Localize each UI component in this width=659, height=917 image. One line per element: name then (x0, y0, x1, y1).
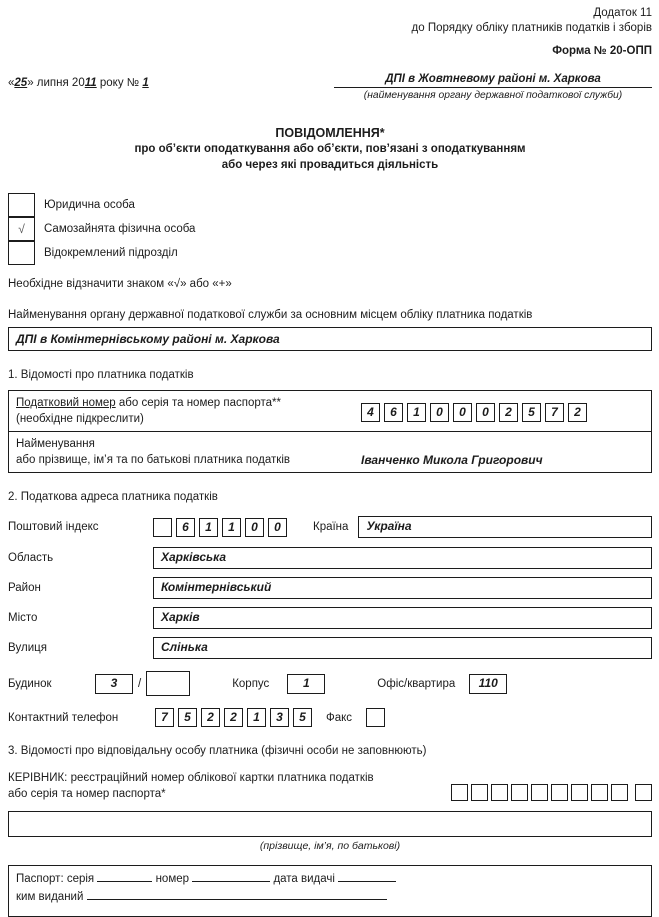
passport-box (8, 865, 652, 917)
passport-issue-date-field[interactable] (338, 870, 396, 882)
head-digit-cell[interactable] (491, 784, 508, 801)
building-number2-field[interactable] (146, 671, 190, 696)
building-slash: / (138, 677, 142, 690)
city-field[interactable]: Харків (153, 607, 652, 629)
section2-heading: 2. Податкова адреса платника податків (8, 491, 218, 503)
street-field[interactable]: Слінька (153, 637, 652, 659)
city-label: Місто (8, 612, 38, 624)
tax-digit-cell[interactable]: 2 (499, 403, 518, 422)
doc-number-value[interactable]: 1 (142, 77, 149, 89)
building-number-field[interactable]: 3 (95, 674, 133, 694)
form-title-line-1: ПОВІДОМЛЕННЯ* (275, 126, 385, 140)
head-reg-number-label-line2: або серія та номер паспорта* (8, 788, 166, 800)
tax-number-label-underlined: Податковий номер (16, 397, 116, 409)
tax-digit-cell[interactable]: 7 (545, 403, 564, 422)
document-date-line (8, 73, 149, 101)
korpus-field[interactable]: 1 (287, 674, 325, 694)
postal-digit-cell[interactable]: 1 (199, 518, 218, 537)
fax-label: Факс (326, 711, 353, 724)
taxpayer-name-label-line2: або прізвище, ім’я та по батькові платника податків (16, 454, 290, 466)
checkbox-self-employed-label: Самозайнята фізична особа (44, 223, 196, 235)
tax-number-label (16, 395, 361, 427)
building-label: Будинок (8, 677, 52, 690)
passport-issuer-label: ким виданий (16, 891, 84, 903)
head-reg-number-label-line1: КЕРІВНИК: реєстраційний номер облікової картки платника податків (8, 772, 374, 784)
phone-cells (155, 708, 316, 727)
form-title-line-2: про об’єкти оподаткування або об’єкти, пов’язані з оподаткуванням (134, 143, 526, 155)
taxpayer-info-table (8, 390, 652, 473)
passport-issue-date-label: дата видачі (273, 873, 335, 885)
tax-office-name-field[interactable]: ДПІ в Жовтневому районі м. Харкова (334, 73, 652, 88)
section1-heading: 1. Відомості про платника податків (8, 369, 194, 381)
taxpayer-name-label (16, 436, 361, 468)
postal-digit-cell[interactable]: 1 (222, 518, 241, 537)
tax-digit-cell[interactable]: 2 (568, 403, 587, 422)
country-field[interactable]: Україна (358, 516, 652, 538)
tax-digit-cell[interactable]: 0 (476, 403, 495, 422)
tax-digit-cell[interactable]: 4 (361, 403, 380, 422)
fax-field[interactable] (366, 708, 385, 727)
entity-type-group (8, 193, 652, 265)
phone-digit-cell[interactable]: 5 (293, 708, 312, 727)
tax-digit-cell[interactable]: 6 (384, 403, 403, 422)
tax-number-cells (361, 395, 591, 427)
tax-digit-cell[interactable]: 1 (407, 403, 426, 422)
head-digit-cell[interactable] (635, 784, 652, 801)
date-year-value[interactable]: 11 (84, 77, 97, 89)
date-suffix-text: року № (96, 77, 143, 89)
head-digit-cell[interactable] (551, 784, 568, 801)
tax-digit-cell[interactable]: 5 (522, 403, 541, 422)
head-digit-cell[interactable] (511, 784, 528, 801)
tax-digit-cell[interactable]: 0 (430, 403, 449, 422)
head-fullname-field[interactable] (8, 811, 652, 837)
region-field[interactable]: Харківська (153, 547, 652, 569)
section3-heading: 3. Відомості про відповідальну особу платника (фізичні особи не заповнюють) (8, 745, 427, 757)
taxpayer-name-row (9, 431, 651, 472)
address-row (8, 547, 652, 569)
passport-issuer-field[interactable] (87, 888, 387, 900)
checkbox-separate-branch-label: Відокремлений підрозділ (44, 247, 178, 259)
address-row (8, 637, 652, 659)
address-row (8, 577, 652, 599)
passport-series-field[interactable] (97, 870, 152, 882)
taxpayer-name-field[interactable]: Іванченко Микола Григорович (361, 453, 543, 467)
phone-label: Контактний телефон (8, 711, 119, 724)
head-digit-cell[interactable] (571, 784, 588, 801)
passport-number-field[interactable] (192, 870, 270, 882)
date-quote-open: « (8, 77, 15, 89)
tax-number-label-line2: (необхідне підкреслити) (16, 413, 144, 425)
form-title (8, 125, 652, 173)
head-digit-cell[interactable] (451, 784, 468, 801)
head-reg-number-cells (451, 770, 652, 802)
passport-number-label: номер (155, 873, 190, 885)
form-title-line-3: або через які провадиться діяльність (221, 159, 439, 171)
passport-series-label: Паспорт: серія (16, 873, 95, 885)
main-office-field[interactable]: ДПІ в Комінтернівському районі м. Харкова (8, 327, 652, 351)
phone-digit-cell[interactable]: 5 (178, 708, 197, 727)
address-row (8, 607, 652, 629)
entity-type-row-self-employed (8, 217, 652, 241)
tax-office-caption: (найменування органу державної податкової служби) (363, 90, 623, 101)
postal-digit-cell[interactable]: 0 (245, 518, 264, 537)
head-digit-cell[interactable] (591, 784, 608, 801)
head-reg-number-label (8, 770, 374, 802)
checkbox-note: Необхідне відзначити знаком «√» або «+» (8, 278, 232, 290)
appendix-line-1: Додаток 11 (593, 7, 652, 19)
phone-digit-cell[interactable]: 2 (201, 708, 220, 727)
phone-digit-cell[interactable]: 7 (155, 708, 174, 727)
form-number: Форма № 20-ОПП (552, 45, 652, 57)
country-label: Країна (313, 521, 349, 533)
postal-index-cells (153, 518, 291, 537)
korpus-label: Корпус (232, 677, 270, 690)
appendix-line-2: до Порядку обліку платників податків і зборів (411, 22, 652, 34)
phone-digit-cell[interactable]: 2 (224, 708, 243, 727)
date-month-text: » липня 20 (27, 77, 85, 89)
head-digit-cell[interactable] (471, 784, 488, 801)
taxpayer-name-label-line1: Найменування (16, 438, 95, 450)
checkbox-self-employed[interactable]: √ (8, 217, 35, 241)
office-apartment-label: Офіс/квартира (377, 677, 456, 690)
district-label: Район (8, 582, 41, 594)
passport-line-1 (16, 870, 644, 888)
date-day-value[interactable]: 25 (14, 77, 28, 89)
checkbox-separate-branch[interactable] (8, 241, 35, 265)
street-label: Вулиця (8, 642, 47, 654)
head-digit-cell[interactable] (531, 784, 548, 801)
office-apartment-field[interactable]: 110 (469, 674, 507, 694)
region-label: Область (8, 552, 54, 564)
phone-digit-cell[interactable]: 3 (270, 708, 289, 727)
postal-index-label: Поштовий індекс (8, 521, 99, 533)
passport-line-2 (16, 888, 644, 906)
tax-digit-cell[interactable]: 0 (453, 403, 472, 422)
checkbox-legal-entity[interactable] (8, 193, 35, 217)
postal-digit-cell[interactable]: 6 (176, 518, 195, 537)
head-digit-cell[interactable] (611, 784, 628, 801)
checkbox-legal-entity-label: Юридична особа (44, 199, 135, 211)
entity-type-row-branch (8, 241, 652, 265)
main-office-label: Найменування органу державної податкової служби за основним місцем обліку платника податків (8, 309, 533, 321)
head-fullname-caption: (прізвище, ім’я, по батькові) (259, 840, 401, 852)
phone-digit-cell[interactable]: 1 (247, 708, 266, 727)
postal-digit-cell[interactable] (153, 518, 172, 537)
tax-number-label-rest: або серія та номер паспорта** (115, 397, 281, 409)
district-field[interactable]: Комінтернівський (153, 577, 652, 599)
postal-digit-cell[interactable]: 0 (268, 518, 287, 537)
tax-number-row (9, 391, 651, 431)
entity-type-row-legal (8, 193, 652, 217)
